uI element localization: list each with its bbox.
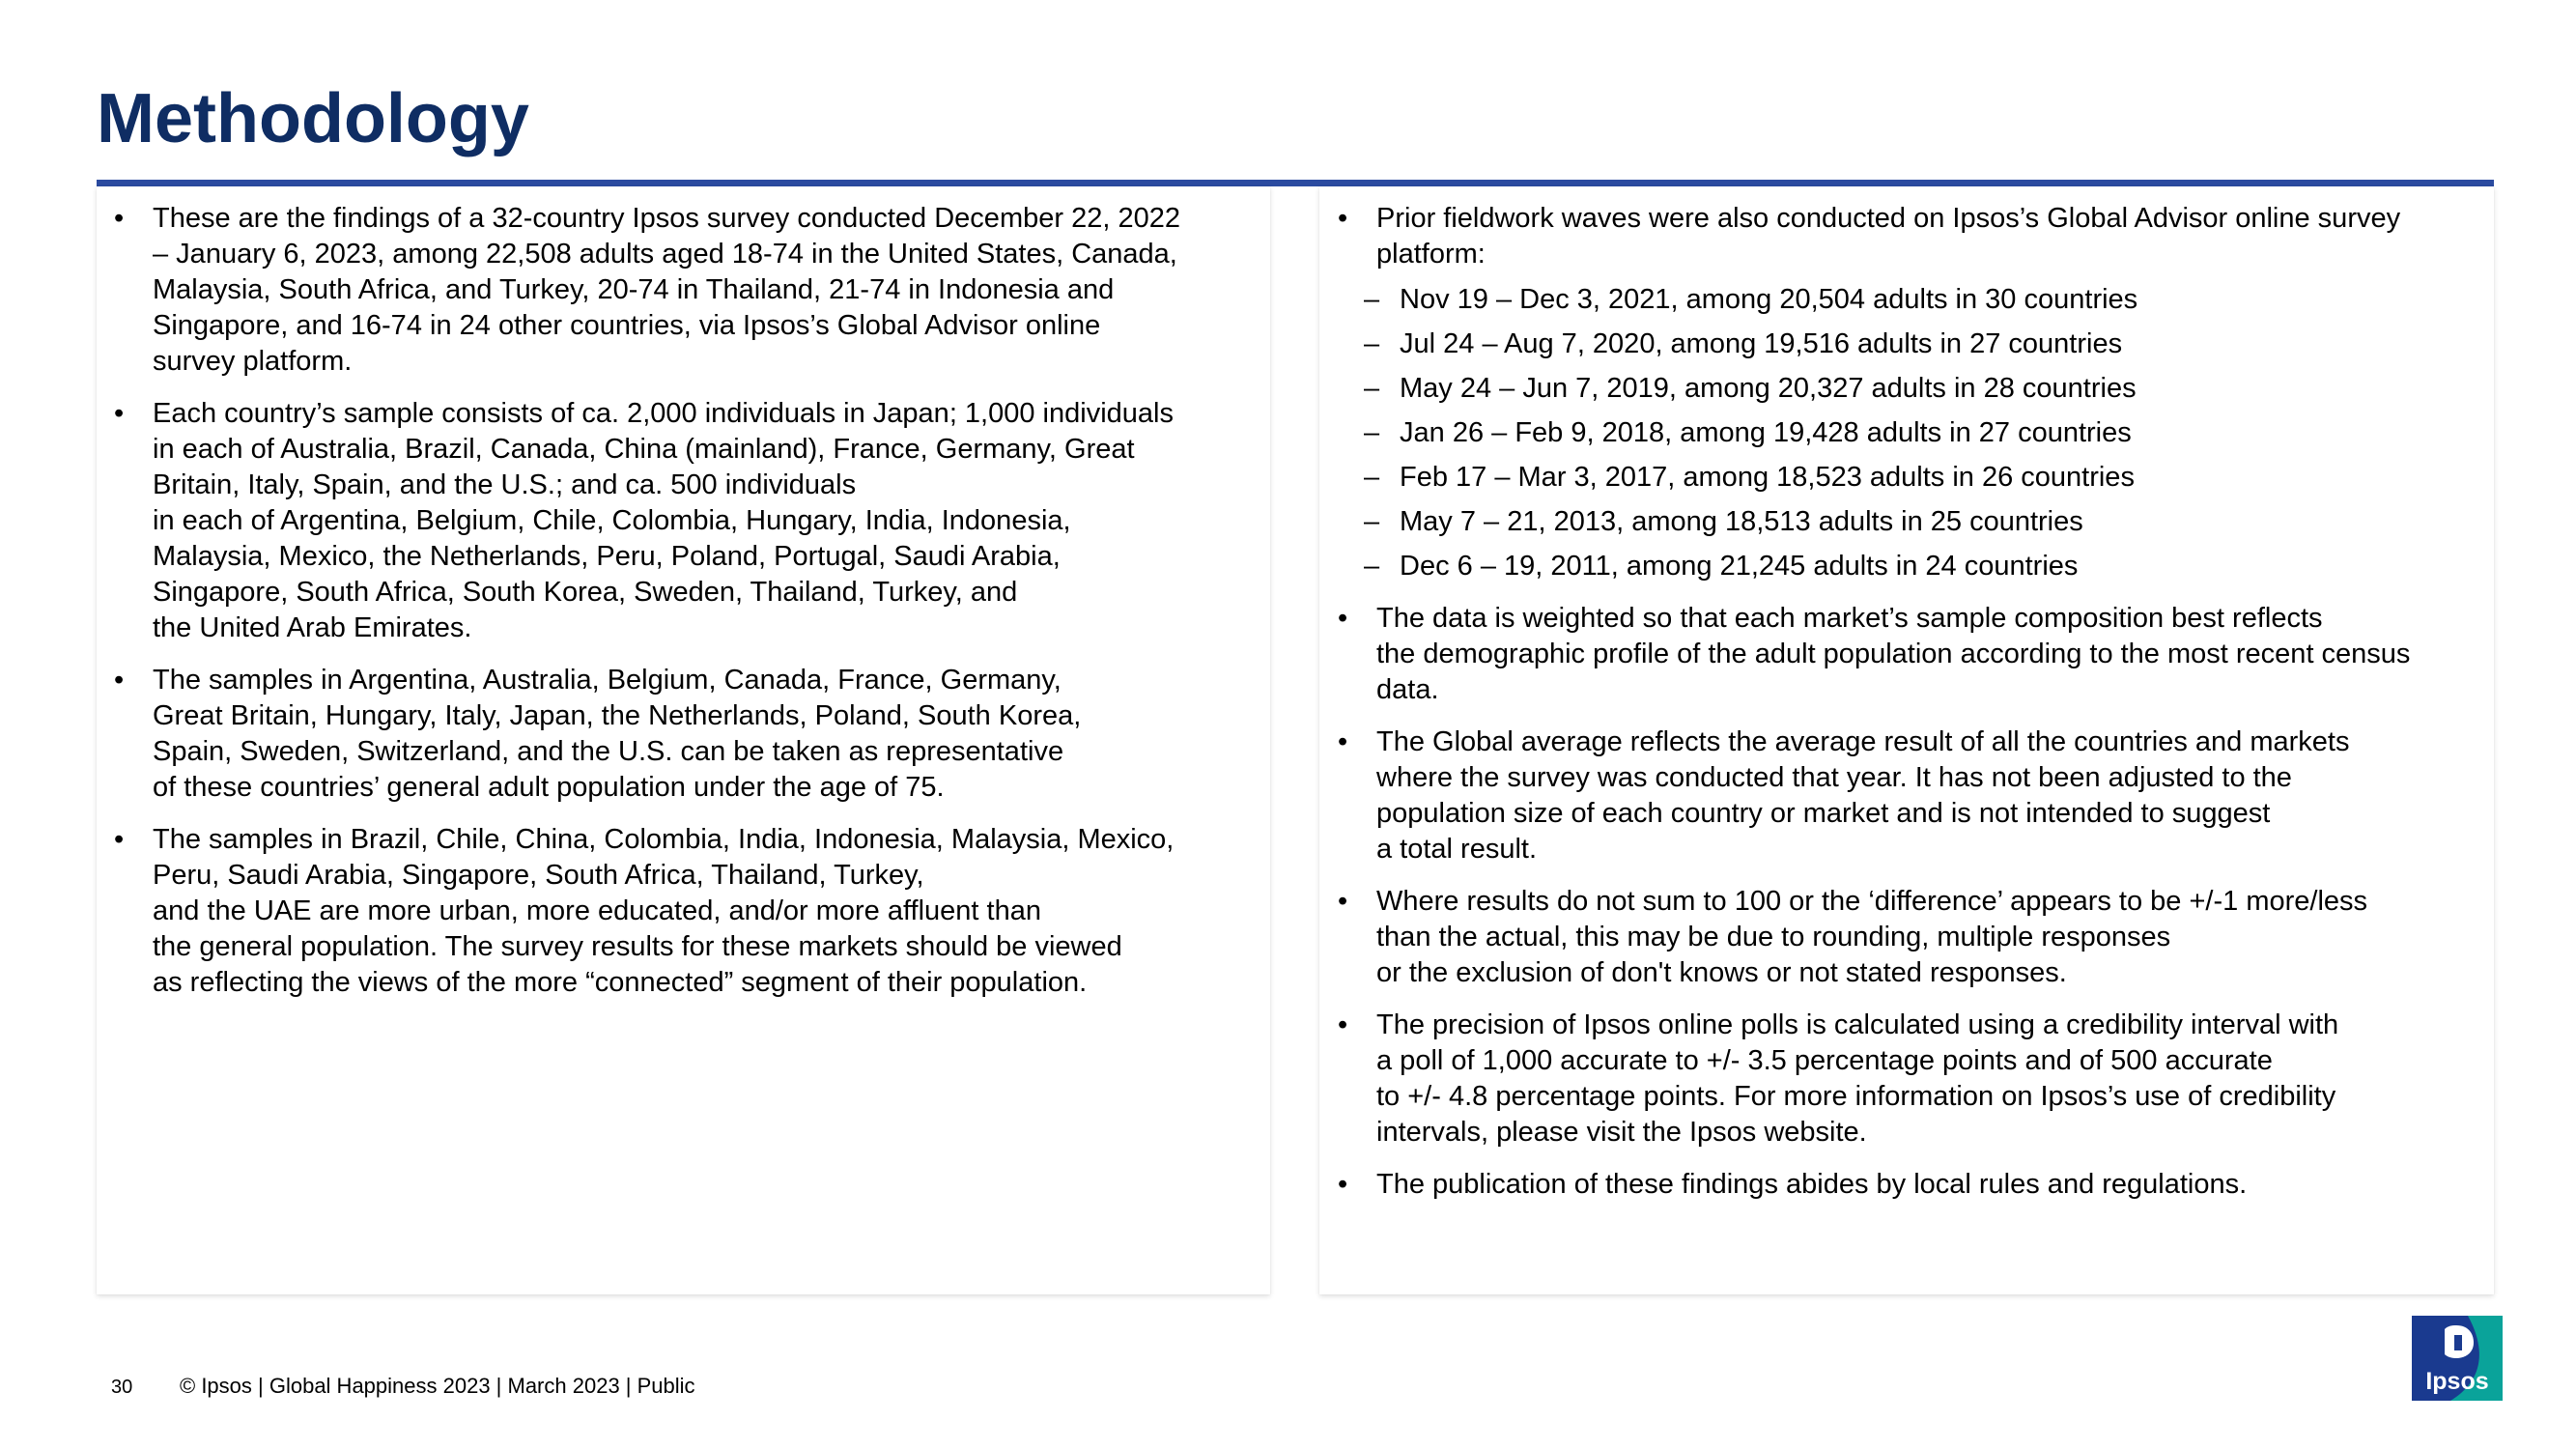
bullet-dot-icon: • — [114, 398, 125, 429]
bullet-text-line: Each country’s sample consists of ca. 2,000 individuals in Japan; 1,000 individuals — [153, 398, 1174, 429]
page-number: 30 — [111, 1377, 133, 1398]
dash-icon: – — [1364, 462, 1380, 493]
bullet-item — [114, 396, 1254, 646]
ipsos-logo-icon — [2412, 1316, 2503, 1401]
bullet-dot-icon: • — [114, 665, 125, 696]
bullet-text-line: intervals, please visit the Ipsos website. — [1376, 1117, 1867, 1148]
bullet-dot-icon: • — [1338, 886, 1348, 917]
right-bullet-list — [1338, 201, 2473, 1219]
bullet-text-line: survey platform. — [153, 346, 353, 377]
title-divider — [97, 180, 2494, 186]
bullet-item — [1338, 724, 2473, 867]
bullet-text-line: Britain, Italy, Spain, and the U.S.; and ca. 500 individuals — [153, 469, 857, 500]
bullet-text-line: in each of Argentina, Belgium, Chile, Colombia, Hungary, India, Indonesia, — [153, 505, 1071, 536]
bullet-text-line: Peru, Saudi Arabia, Singapore, South Africa, Thailand, Turkey, — [153, 860, 924, 891]
sub-bullet-item — [1364, 415, 2473, 451]
bullet-text-line: Prior fieldwork waves were also conducted on Ipsos’s Global Advisor online survey — [1376, 203, 2401, 234]
sub-bullet-item — [1364, 504, 2473, 540]
bullet-text-line: Malaysia, Mexico, the Netherlands, Peru, Poland, Portugal, Saudi Arabia, — [153, 541, 1061, 572]
bullet-text-line: and the UAE are more urban, more educated, and/or more affluent than — [153, 895, 1041, 926]
bullet-text-line: Singapore, and 16-74 in 24 other countries, via Ipsos’s Global Advisor online — [153, 310, 1101, 341]
bullet-dot-icon: • — [114, 203, 125, 234]
sub-bullet-item — [1364, 282, 2473, 318]
bullet-text-line: The Global average reflects the average result of all the countries and markets — [1376, 726, 2350, 757]
bullet-dot-icon: • — [1338, 726, 1348, 757]
bullet-item — [114, 822, 1254, 1001]
bullet-item — [1338, 1008, 2473, 1151]
sub-bullet-text: Jan 26 – Feb 9, 2018, among 19,428 adults in 27 countries — [1400, 417, 2132, 448]
bullet-text-line: Malaysia, South Africa, and Turkey, 20-74 in Thailand, 21-74 in Indonesia and — [153, 274, 1115, 305]
bullet-text-line: of these countries’ general adult population under the age of 75. — [153, 772, 945, 803]
sub-bullet-item — [1364, 327, 2473, 362]
dash-icon: – — [1364, 328, 1380, 359]
dash-icon: – — [1364, 373, 1380, 404]
dash-icon: – — [1364, 506, 1380, 537]
bullet-text-line: the United Arab Emirates. — [153, 612, 472, 643]
bullet-text-line: Where results do not sum to 100 or the ‘difference’ appears to be +/-1 more/less — [1376, 886, 2368, 917]
sub-bullet-item — [1364, 549, 2473, 584]
bullet-text-line: or the exclusion of don't knows or not stated responses. — [1376, 957, 2067, 988]
bullet-dot-icon: • — [1338, 203, 1348, 234]
sub-bullet-text: May 7 – 21, 2013, among 18,513 adults in 25 countries — [1400, 506, 2083, 537]
bullet-text-line: Singapore, South Africa, South Korea, Sweden, Thailand, Turkey, and — [153, 577, 1018, 608]
bullet-text-line: The data is weighted so that each market’s sample composition best reflects — [1376, 603, 2323, 634]
bullet-text-line: population size of each country or market and is not intended to suggest — [1376, 798, 2271, 829]
sub-bullet-text: May 24 – Jun 7, 2019, among 20,327 adults in 28 countries — [1400, 373, 2137, 404]
bullet-item — [1338, 884, 2473, 991]
logo-mark-cut — [2454, 1335, 2462, 1350]
bullet-item — [114, 201, 1254, 380]
bullet-item — [1338, 601, 2473, 708]
dash-icon: – — [1364, 551, 1380, 582]
bullet-item — [1338, 1167, 2473, 1203]
left-bullet-list — [114, 201, 1254, 1017]
bullet-text-line: platform: — [1376, 239, 1486, 270]
footer-text: © Ipsos | Global Happiness 2023 | March 2023 | Public — [180, 1374, 695, 1398]
bullet-dot-icon: • — [1338, 1009, 1348, 1040]
dash-icon: – — [1364, 417, 1380, 448]
bullet-dot-icon: • — [1338, 1169, 1348, 1200]
bullet-text-line: – January 6, 2023, among 22,508 adults aged 18-74 in the United States, Canada, — [153, 239, 1177, 270]
bullet-text-line: The samples in Argentina, Australia, Belgium, Canada, France, Germany, — [153, 665, 1062, 696]
logo-text: Ipsos — [2425, 1368, 2489, 1395]
sub-bullet-item — [1364, 460, 2473, 496]
sub-bullet-item — [1364, 371, 2473, 407]
bullet-text-line: a poll of 1,000 accurate to +/- 3.5 percentage points and of 500 accurate — [1376, 1045, 2273, 1076]
bullet-text-line: to +/- 4.8 percentage points. For more information on Ipsos’s use of credibility — [1376, 1081, 2336, 1112]
bullet-text-line: These are the findings of a 32-country Ipsos survey conducted December 22, 2022 — [153, 203, 1180, 234]
bullet-text-line: a total result. — [1376, 834, 1538, 865]
bullet-text-line: The precision of Ipsos online polls is calculated using a credibility interval with — [1376, 1009, 2339, 1040]
sub-bullet-text: Dec 6 – 19, 2011, among 21,245 adults in 24 countries — [1400, 551, 2079, 582]
left-panel — [97, 186, 1270, 1294]
bullet-dot-icon: • — [1338, 603, 1348, 634]
bullet-text-line: Great Britain, Hungary, Italy, Japan, the Netherlands, Poland, South Korea, — [153, 700, 1082, 731]
bullet-item — [1338, 201, 2473, 584]
bullet-text-line: The samples in Brazil, Chile, China, Colombia, India, Indonesia, Malaysia, Mexico, — [153, 824, 1175, 855]
bullet-text-line: data. — [1376, 674, 1439, 705]
sub-bullet-list — [1364, 282, 2473, 584]
right-panel — [1319, 186, 2494, 1294]
bullet-text-line: The publication of these findings abides by local rules and regulations. — [1376, 1169, 2248, 1200]
bullet-dot-icon: • — [114, 824, 125, 855]
sub-bullet-text: Nov 19 – Dec 3, 2021, among 20,504 adults in 30 countries — [1400, 284, 2138, 315]
bullet-text-line: the general population. The survey results for these markets should be viewed — [153, 931, 1122, 962]
bullet-text-line: as reflecting the views of the more “connected” segment of their population. — [153, 967, 1088, 998]
sub-bullet-text: Jul 24 – Aug 7, 2020, among 19,516 adults in 27 countries — [1400, 328, 2123, 359]
bullet-text-line: where the survey was conducted that year. It has not been adjusted to the — [1376, 762, 2292, 793]
dash-icon: – — [1364, 284, 1380, 315]
bullet-text-line: Spain, Sweden, Switzerland, and the U.S. can be taken as representative — [153, 736, 1064, 767]
bullet-text-line: than the actual, this may be due to rounding, multiple responses — [1376, 922, 2171, 952]
sub-bullet-text: Feb 17 – Mar 3, 2017, among 18,523 adults in 26 countries — [1400, 462, 2135, 493]
bullet-text-line: the demographic profile of the adult population according to the most recent census — [1376, 639, 2411, 669]
page-title: Methodology — [97, 80, 529, 157]
bullet-text-line: in each of Australia, Brazil, Canada, China (mainland), France, Germany, Great — [153, 434, 1135, 465]
bullet-item — [114, 663, 1254, 806]
